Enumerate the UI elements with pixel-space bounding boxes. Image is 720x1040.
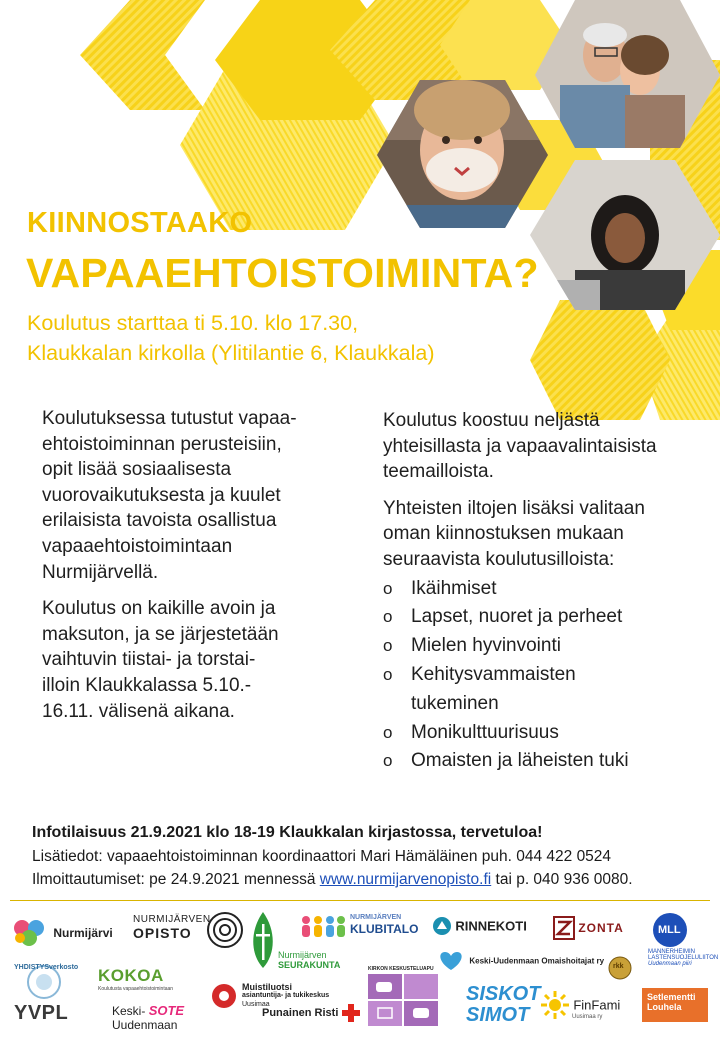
- right-paragraph-2: [383, 496, 713, 573]
- text-line: vuorovaikutuksesta ja kuulet: [42, 484, 281, 506]
- text-line: vaihtuvin tiistai- ja torstai-: [42, 649, 256, 671]
- mll-logo: MLL MANNERHEIMIN LASTENSUOJELULIITON Uudenmaan piiri: [648, 912, 718, 967]
- right-column: [383, 408, 713, 776]
- text-line: 16.11. välisenä aikana.: [42, 700, 235, 722]
- text-line: Koulutus koostuu neljästä: [383, 410, 600, 431]
- text-line: ehtoistoiminnan perusteisiin,: [42, 433, 282, 455]
- rkk-logo: rkk: [608, 956, 632, 983]
- registration-link[interactable]: www.nurmijarvenopisto.fi: [319, 871, 492, 888]
- setlementti-louhela-logo: Setlementti Louhela: [642, 988, 708, 1022]
- list-item: o Kehitysvammaisten tukeminen: [383, 661, 713, 719]
- cross-leaf-icon: [250, 910, 276, 970]
- spiral-icon: [205, 910, 245, 950]
- bullet-icon: o: [383, 607, 393, 627]
- opisto-logo: NURMIJÄRVEN OPISTO: [133, 914, 211, 941]
- text-line: opit lisää sosiaalisesta: [42, 459, 232, 481]
- text-line: maksuton, ja se järjestetään: [42, 623, 279, 645]
- subheadline-line-1: Koulutus starttaa ti 5.10. klo 17.30,: [27, 311, 359, 335]
- text-line: erilaisista tavoista osallistua: [42, 510, 277, 532]
- chat-icon: [368, 974, 438, 1026]
- text-line: oman kiinnostuksen mukaan: [383, 523, 624, 545]
- list-item: o Monikulttuurisuus: [383, 719, 713, 748]
- list-item: o Ikäihmiset: [383, 575, 713, 604]
- text-line: illoin Klaukkalassa 5.10.-: [42, 674, 252, 696]
- omaishoitajat-logo: Keski-Uudenmaan Omaishoitajat ry: [436, 950, 604, 972]
- bullet-icon: o: [383, 751, 393, 771]
- sun-icon: [540, 990, 570, 1020]
- yvpl-logo: YVPL: [14, 1002, 69, 1024]
- koko-logo: KOKOA Koulutusta vapaaehtoistoimintaan: [98, 966, 174, 992]
- zonta-logo: ZONTA: [553, 916, 624, 940]
- red-cross-icon: [342, 1004, 360, 1022]
- keski-uudenmaan-sote-logo: Keski- SOTE Uudenmaan: [112, 1003, 185, 1032]
- left-paragraph-2: [42, 596, 357, 724]
- headline-line-1: KIINNOSTAAKO: [27, 207, 253, 239]
- finfami-logo: FinFami Uusimaa ry: [540, 990, 620, 1020]
- heart-icon: [436, 950, 466, 972]
- list-item: o Omaisten ja läheisten tuki: [383, 747, 713, 776]
- left-column: [42, 406, 357, 735]
- nurmijarvi-logo: Nurmijärvi: [12, 918, 113, 948]
- info-session-line: Infotilaisuus 21.9.2021 klo 18-19 Klaukkalan kirjastossa, tervetuloa!: [32, 824, 543, 841]
- kirkon-keskusteluapu-logo: KIRKON KESKUSTELUAPU: [368, 966, 438, 1029]
- list-item: o Mielen hyvinvointi: [383, 632, 713, 661]
- siskot-simot-logo: SISKOT SIMOT: [466, 983, 541, 1026]
- training-topics-list: [383, 575, 713, 777]
- registration-line: Ilmoittautumiset: pe 24.9.2021 mennessä www.nurmijarvenopisto.fi tai p. 040 936 0080.: [32, 871, 633, 888]
- headline-line-2: VAPAAEHTOISTOIMINTA?: [26, 250, 539, 296]
- yhdistysverkosto-logo: YHDISTYSverkosto: [14, 960, 74, 1003]
- bullet-icon: o: [383, 722, 393, 742]
- contact-line: Lisätiedot: vapaaehtoistoiminnan koordinaattori Mari Hämäläinen puh. 044 422 0524: [32, 848, 612, 865]
- people-icon: [298, 914, 346, 938]
- text-line: Nurmijärvellä.: [42, 561, 159, 583]
- text-line: seuraavista koulutusilloista:: [383, 548, 615, 570]
- child-photo: [377, 80, 552, 235]
- text-line: yhteisillasta ja vapaavalintaisista: [383, 435, 657, 457]
- divider: [10, 900, 710, 901]
- klubitalo-logo: NURMIJÄRVEN KLUBITALO: [298, 914, 346, 938]
- list-item: o Lapset, nuoret ja perheet: [383, 603, 713, 632]
- poster: KIINNOSTAAKO VAPAAEHTOISTOIMINTA? Koulutus starttaa ti 5.10. klo 17.30, Klaukkalan kirkolla (Ylitilantie 6, Klaukkala) Koulutuksessa tutustut vapaa- ehtoistoiminnan perusteisiin, opit lisää sosiaalisesta vuorovaikutuksesta ja kuulet erilaisista tavoista osallistua vapaaehtoistoimintaan Nurmijärvellä. Koulutus on kaikille avoin ja maksuton, ja se järjestetään vaihtuvin tiistai- ja torstai- illoin Klaukkalassa 5.10.- 16.11. välisenä aikana. Koulutus koostuu neljästä yhteisillasta ja vapaavalintaisista teemailloista. Yhteisten iltojen lisäksi valitaan oman kiinnostuksen mukaan seuraavista koulutusilloista: o Ikäihmiset o Lapset, nuoret ja perheet o Mielen hyvinvointi o Kehitysvammaisten tukeminen o Monikulttuurisuus o Omaisten ja läheisten tuki Infotilaisuus 21.9.2021 klo 18-19 Klaukkalan kirjastossa, tervetuloa! Lisätiedot: vapaaehtoistoiminnan koordinaattori Mari Hämäläinen puh. 044 422 0524 Ilmoittautumiset: pe 24.9.2021 mennessä www.nurmijarvenopisto.fi tai p. 040 936 0080. Nurmijärvi NURMIJÄRVEN OPISTO Nurmijärven SEURAKUNTA NURMIJÄRVEN KLUBITALO RINNEKOTI ZONTA MLL MANNERHEIMIN LASTENSUOJELULIITON Uudenmaan piiri YHDISTYSverkosto KOKOA Koulutusta vapaaehtoistoimintaan Keski-Uudenmaan Omaishoitajat ry rkk KIRKON KESKUSTELUAPU SISKOT SIMOT FinFami Uusimaa ry Setlementti Louhela YVPL Keski- SOTE Uudenmaan Muistiluotsi asiantuntija- ja tukikeskus Uusimaa Punainen Risti: [0, 0, 720, 1040]
- rinnekoti-logo: RINNEKOTI: [432, 916, 527, 936]
- memory-icon: [210, 982, 238, 1010]
- rinnekoti-icon: [432, 916, 452, 936]
- bullet-icon: o: [383, 664, 393, 684]
- punainen-risti-logo: Punainen Risti: [262, 1004, 360, 1022]
- text-line: teemailloista.: [383, 461, 494, 483]
- text-line: Koulutus on kaikille avoin ja: [42, 598, 276, 620]
- right-paragraph-1: [383, 408, 713, 485]
- heart-icon: [12, 918, 50, 948]
- text-line: Yhteisten iltojen lisäksi valitaan: [383, 497, 645, 519]
- bullet-icon: o: [383, 636, 393, 656]
- text-line: vapaaehtoistoimintaan: [42, 535, 233, 557]
- text-line: Koulutuksessa tutustut vapaa-: [42, 408, 297, 429]
- left-paragraph-1: [42, 406, 357, 585]
- bullet-icon: o: [383, 578, 393, 598]
- subheadline-line-2: Klaukkalan kirkolla (Ylitilantie 6, Klaukkala): [27, 341, 435, 365]
- zonta-icon: [553, 916, 575, 940]
